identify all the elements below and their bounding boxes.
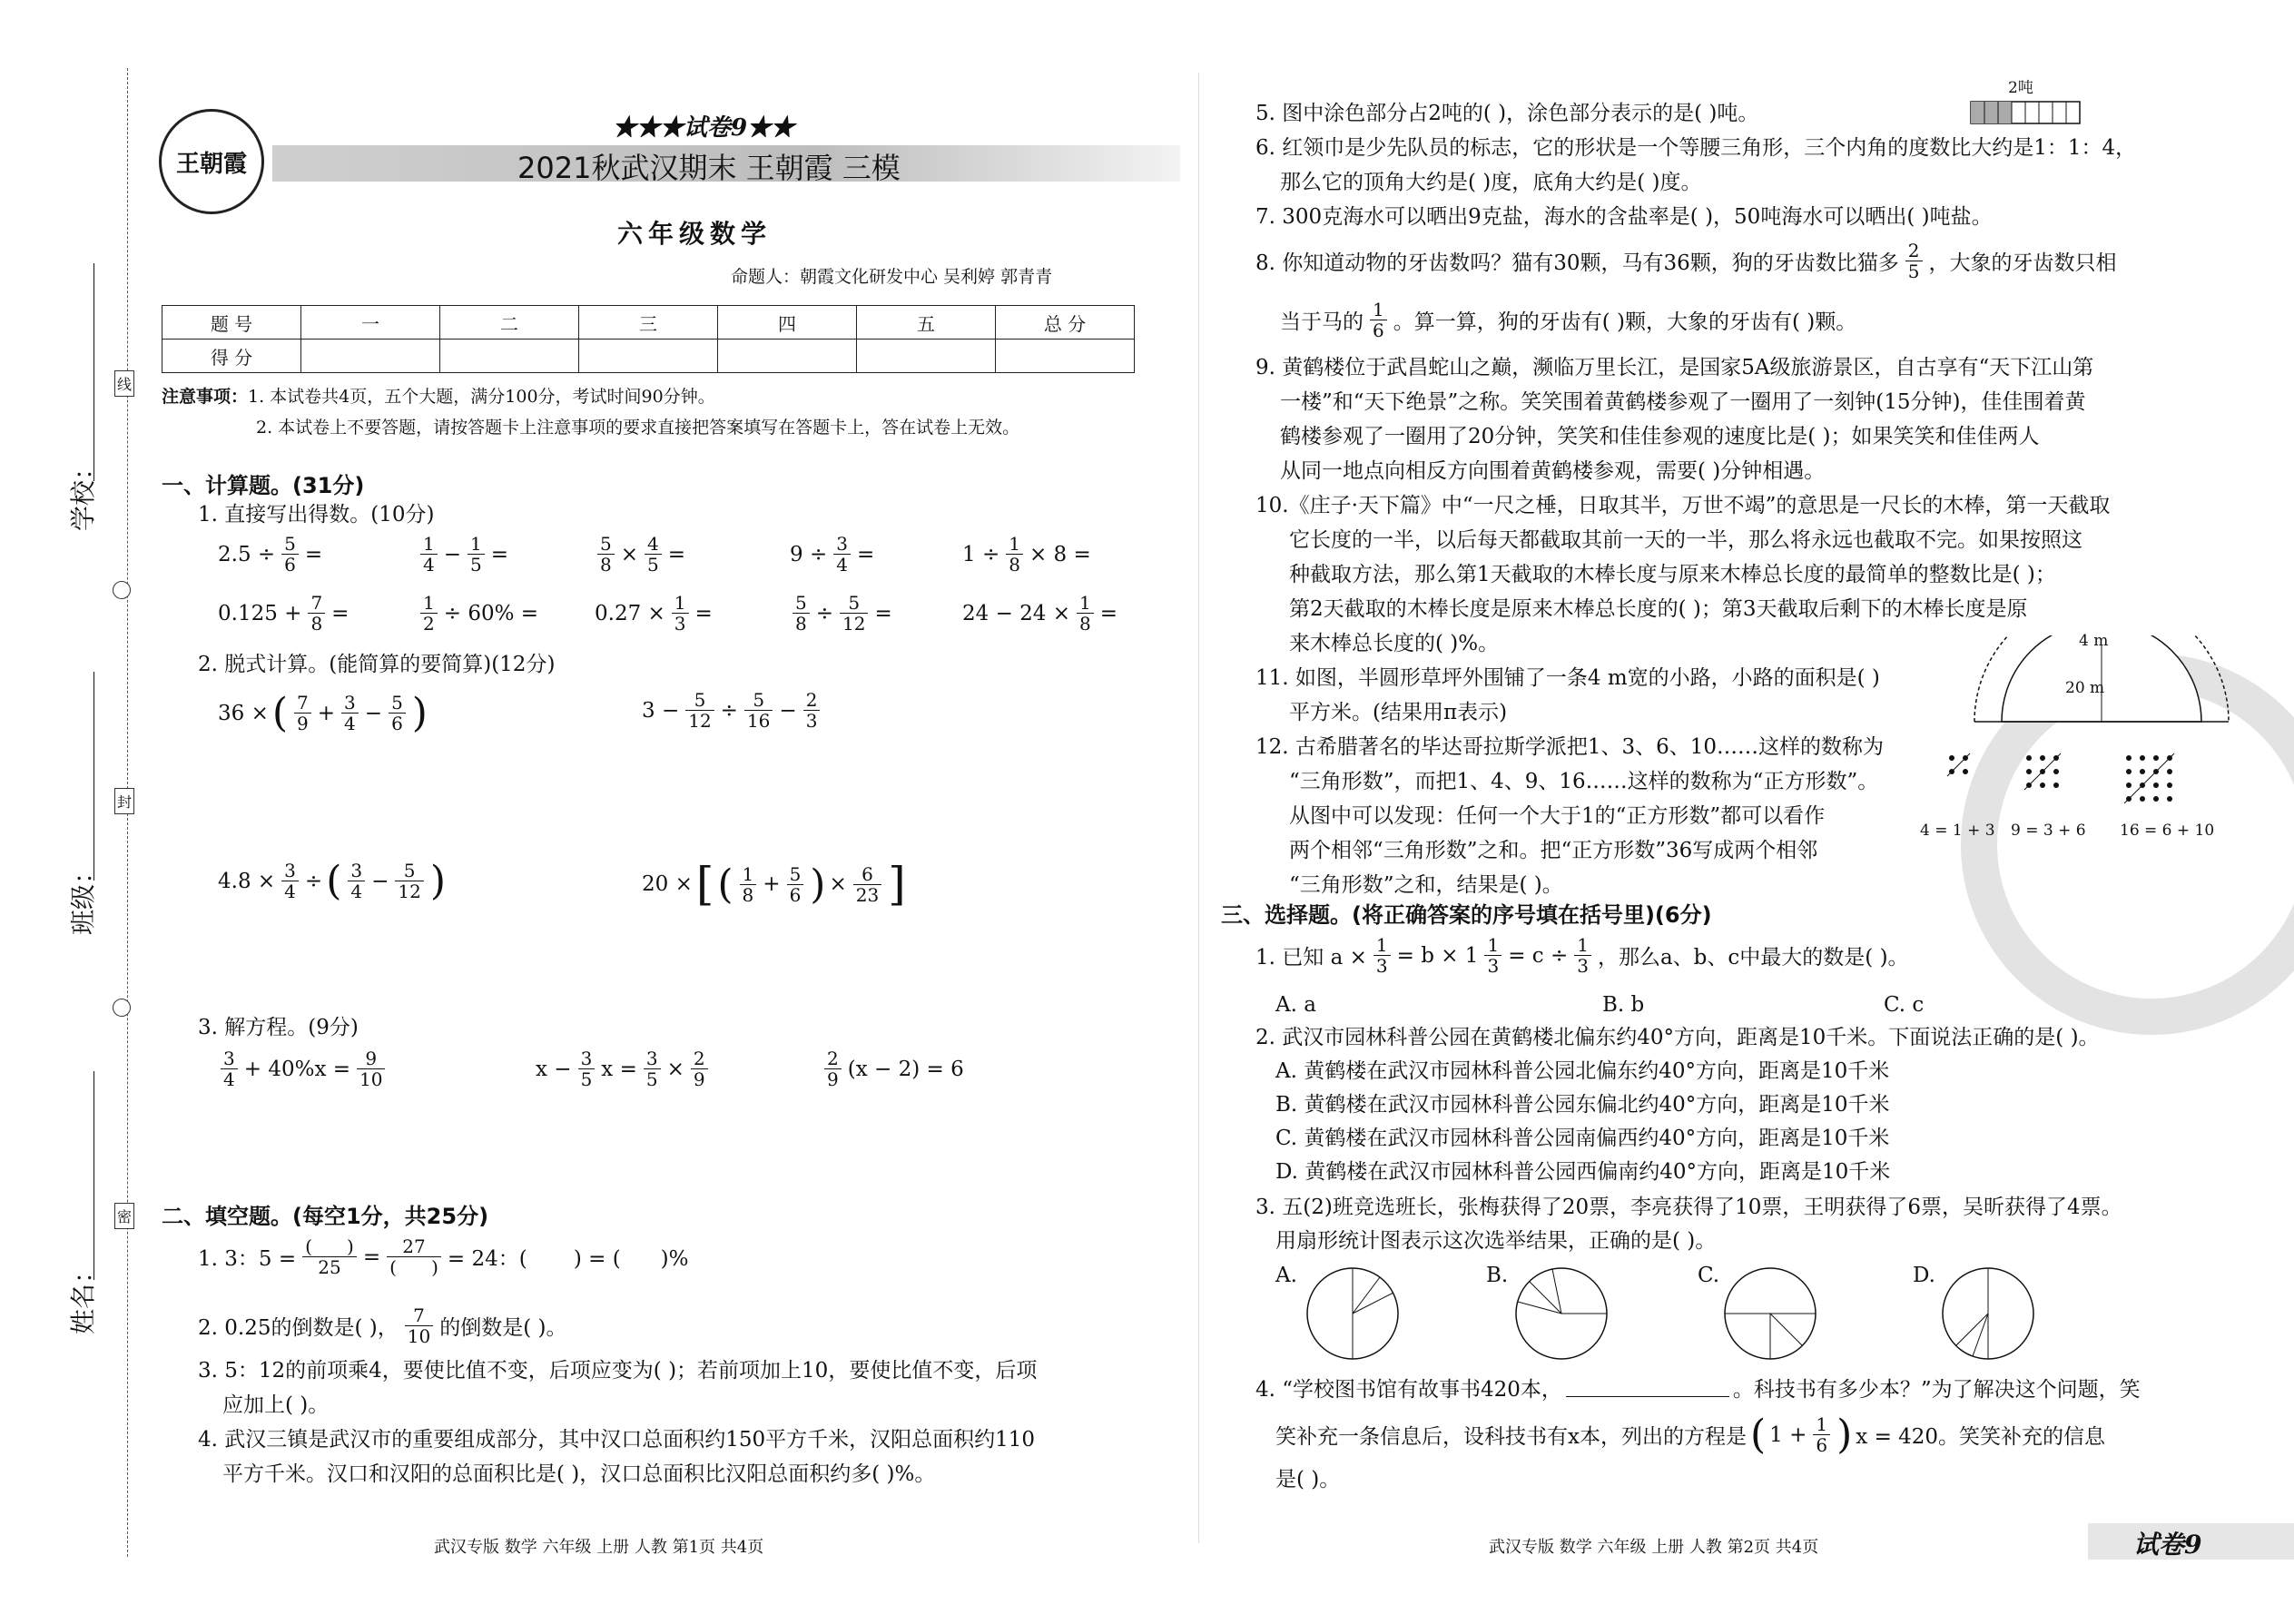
- option-b[interactable]: B. 黄鹤楼在武汉市园林科普公园东偏北约40°方向，距离是10千米: [1275, 1093, 1890, 1117]
- calc-item: 0.27 × $\frac{1}{3}$ =: [595, 592, 713, 635]
- score-label-cell: 得 分: [162, 340, 301, 373]
- authors: 命题人：朝霞文化研发中心 吴利婷 郭青青: [731, 267, 1053, 287]
- fill-item: 1. 3：5 = $\frac{( )}{25}$ = $\frac{27}{( )}$ = 24：( ) = ( )%: [198, 1235, 689, 1278]
- ton-bar-figure: [1970, 93, 2083, 127]
- fill-item: 来木棒总长度的( )%。: [1289, 632, 1500, 655]
- option-c[interactable]: C.: [1698, 1264, 1720, 1287]
- option-b[interactable]: B. b: [1602, 993, 1645, 1017]
- fill-text: 2. 0.25的倒数是( )，: [198, 1316, 399, 1340]
- name-field-label: 姓名：: [68, 1257, 98, 1334]
- fill-item: “三角形数”之和，结果是( )。: [1289, 873, 1563, 897]
- score-header-cell: 一: [301, 306, 440, 340]
- punch-hole-icon: [113, 999, 131, 1017]
- fill-item: 8. 你知道动物的牙齿数吗？猫有30颗，马有36颗，狗的牙齿数比猫多 $\frac{2}{5}$ ，大象的牙齿数只相: [1255, 240, 2117, 282]
- ton-bar-label: 2吨: [2008, 79, 2033, 97]
- choice-item: 笑补充一条信息后，设科技书有x本，列出的方程是 ( 1 + $\frac{1}{6}$ ) x = 420。笑笑补充的信息: [1275, 1412, 2106, 1458]
- school-field-label: 学校：: [68, 454, 98, 531]
- choice-item: 2. 武汉市园林科普公园在黄鹤楼北偏东约40°方向，距离是10千米。下面说法正确的是( )。: [1255, 1026, 2100, 1049]
- calc-item: 0.125 + $\frac{7}{8}$ =: [218, 592, 350, 635]
- option-c[interactable]: C. 黄鹤楼在武汉市园林科普公园南偏西约40°方向，距离是10千米: [1275, 1127, 1890, 1150]
- calc-item: $\frac{5}{8}$ ÷ $\frac{5}{12}$ =: [790, 593, 892, 634]
- fill-item: 4. 武汉三镇是武汉市的重要组成部分，其中汉口总面积约150平方千米，汉阳总面积约110: [198, 1428, 1036, 1452]
- exam-badge: ★★★试卷9★★: [613, 114, 795, 142]
- brand-logo: [159, 109, 264, 214]
- score-table: [162, 305, 1135, 373]
- score-input-cell[interactable]: [301, 340, 440, 373]
- choice-item: 用扇形统计图表示这次选举结果，正确的是( )。: [1275, 1229, 1717, 1253]
- fill-item: 当于马的 $\frac{1}{6}$ 。算一算，狗的牙齿有( )颗，大象的牙齿有( )颗。: [1280, 299, 1857, 341]
- option-d[interactable]: D.: [1913, 1264, 1935, 1287]
- option-d[interactable]: D. 黄鹤楼在武汉市园林科普公园西偏南约40°方向，距离是10千米: [1275, 1160, 1891, 1184]
- calc-item: 1 ÷ $\frac{1}{8}$ × 8 =: [962, 533, 1091, 576]
- score-header-cell: 三: [579, 306, 718, 340]
- fill-item: 鹤楼参观了一圈用了20分钟，笑笑和佳佳参观的速度比是( )；如果笑笑和佳佳两人: [1280, 425, 2040, 448]
- choice-item: [1255, 1373, 2141, 1403]
- option-a[interactable]: A. 黄鹤楼在武汉市园林科普公园北偏东约40°方向，距离是10千米: [1275, 1059, 1890, 1083]
- fill-item: “三角形数”，而把1、4、9、16……这样的数称为“正方形数”。: [1289, 770, 1879, 793]
- dot-pattern-figure: [1943, 749, 2215, 812]
- fill-text: 的倒数是( )。: [439, 1316, 567, 1340]
- choice-text: x = 420。笑笑补充的信息: [1856, 1425, 2106, 1449]
- choice-item: 是( )。: [1275, 1468, 1341, 1491]
- calc-item: 36 × ( $\frac{7}{9}$ + $\frac{3}{4}$ − $\frac{5}{6}$ ): [218, 690, 428, 736]
- fill-text: 8. 你知道动物的牙齿数吗？猫有30颗，马有36颗，狗的牙齿数比猫多: [1255, 251, 1899, 275]
- fill-item: 两个相邻“三角形数”之和。把“正方形数”36写成两个相邻: [1289, 839, 1818, 862]
- footer-tag: 试卷9: [2133, 1530, 2202, 1560]
- score-header-cell: 题 号: [162, 306, 301, 340]
- fill-item: 平方米。(结果用π表示): [1289, 701, 1508, 724]
- class-field-label: 班级：: [68, 858, 98, 935]
- option-b[interactable]: B.: [1486, 1264, 1509, 1287]
- choice-item: 1. 已知 a × $\frac{1}{3}$ = b × 1 $\frac{1}{3}$ = c ÷ $\frac{1}{3}$ ，那么a、b、c中最大的数是( )。: [1255, 934, 1909, 977]
- fill-item: 从同一地点向相反方向围着黄鹤楼参观，需要( )分钟相遇。: [1280, 459, 1826, 483]
- choice-item: 3. 五(2)班竞选班长，张梅获得了20票，李亮获得了10票，王明获得了6票，吴昕获得了4票。: [1255, 1196, 2122, 1219]
- radius-label: 20 m: [2065, 679, 2105, 697]
- fill-text: ，大象的牙齿数只相: [1928, 251, 2117, 275]
- equation-item: $\frac{3}{4}$ + 40%x = $\frac{9}{10}$: [218, 1048, 388, 1089]
- equation-item: x − $\frac{3}{5}$ x = $\frac{3}{5}$ × $\frac{2}{9}$: [536, 1048, 711, 1089]
- calc-item: 3 − $\frac{5}{12}$ ÷ $\frac{5}{16}$ − $\frac{2}{3}$: [642, 690, 822, 731]
- fill-item: 那么它的顶角大约是( )度，底角大约是( )度。: [1280, 171, 1702, 194]
- footer-left: 武汉专版 数学 六年级 上册 人教 第1页 共4页: [434, 1538, 764, 1557]
- footer-right: 武汉专版 数学 六年级 上册 人教 第2页 共4页: [1489, 1538, 1819, 1557]
- equation-item: $\frac{2}{9}$ (x − 2) = 6: [822, 1048, 964, 1089]
- section3-title: 三、选择题。(将正确答案的序号填在括号里)(6分): [1221, 902, 1712, 928]
- score-input-cell[interactable]: [996, 340, 1135, 373]
- seal-mark-secret: 密: [114, 1203, 134, 1229]
- page-divider: [1198, 73, 1199, 1543]
- score-header-cell: 总 分: [996, 306, 1135, 340]
- pie-option-a: [1303, 1264, 1403, 1363]
- punch-hole-icon: [113, 581, 131, 599]
- calc-item: $\frac{1}{2}$ ÷ 60% =: [418, 593, 538, 634]
- score-input-cell[interactable]: [440, 340, 579, 373]
- fill-item: 7. 300克海水可以晒出9克盐，海水的含盐率是( )，50吨海水可以晒出( )吨盐。: [1255, 205, 1993, 229]
- fill-item: 应加上( )。: [222, 1393, 330, 1417]
- pie-option-c: [1720, 1264, 1820, 1363]
- notes-line1: [162, 383, 715, 408]
- score-header-cell: 五: [857, 306, 996, 340]
- option-a[interactable]: A. a: [1275, 993, 1316, 1017]
- calc-item: $\frac{5}{8}$ × $\frac{4}{5}$ =: [595, 534, 685, 575]
- notes-label: 注意事项：: [162, 387, 249, 407]
- dot-eq3: 16 = 6 + 10: [2120, 822, 2215, 840]
- choice-text: ，那么a、b、c中最大的数是( )。: [1597, 946, 1909, 969]
- fill-item: 5. 图中涂色部分占2吨的( )，涂色部分表示的是( )吨。: [1255, 102, 1759, 125]
- fill-item: 10.《庄子·天下篇》中“一尺之棰，日取其半，万世不竭”的意思是一尺长的木棒，第一天截取: [1255, 494, 2111, 517]
- fill-item: 3. 5：12的前项乘4，要使比值不变，后项应变为( )；若前项加上10，要使比值不变，后项: [198, 1359, 1038, 1383]
- calc-item: 9 ÷ $\frac{3}{4}$ =: [790, 533, 875, 576]
- section1-title: 一、计算题。(31分): [162, 473, 365, 498]
- choice-text: 笑补充一条信息后，设科技书有x本，列出的方程是: [1275, 1425, 1747, 1449]
- section2-title: 二、填空题。(每空1分，共25分): [162, 1204, 489, 1229]
- fill-item: 12. 古希腊著名的毕达哥拉斯学派把1、3、6、10……这样的数称为: [1255, 735, 1885, 759]
- fill-item: 2. 0.25的倒数是( )， $\frac{7}{10}$ 的倒数是( )。: [198, 1304, 567, 1347]
- notes-line2: 2. 本试卷上不要答题，请按答题卡上注意事项的要求直接把答案填写在答题卡上，答在试卷上无效。: [256, 418, 1020, 438]
- subject-title: 六年级数学: [617, 219, 773, 249]
- option-a[interactable]: A.: [1275, 1264, 1297, 1287]
- section1-part1: 1. 直接写出得数。(10分): [198, 503, 435, 527]
- dot-eq2: 9 = 3 + 6: [2011, 822, 2086, 840]
- fill-item: 11. 如图，半圆形草坪外围铺了一条4 m宽的小路，小路的面积是( ): [1255, 666, 1880, 690]
- answer-blank[interactable]: [1566, 1378, 1729, 1397]
- pie-option-b: [1511, 1264, 1611, 1363]
- path-width-label: 4 m: [2079, 632, 2109, 650]
- notes-text: 1. 本试卷共4页，五个大题，满分100分，考试时间90分钟。: [248, 387, 715, 407]
- calc-item: $\frac{1}{4}$ − $\frac{1}{5}$ =: [418, 534, 508, 575]
- fill-item: 种截取方法，那么第1天截取的木棒长度与原来木棒总长度的最简单的整数比是( )；: [1289, 563, 2056, 586]
- dot-eq1: 4 = 1 + 3: [1920, 822, 1995, 840]
- calc-item: 24 − 24 × $\frac{1}{8}$ =: [962, 592, 1118, 635]
- fill-item: 一楼”和“天下绝景”之称。笑笑围着黄鹤楼参观了一圈用了一刻钟(15分钟)，佳佳围着黄: [1280, 390, 2086, 414]
- fill-item: 从图中可以发现：任何一个大于1的“正方形数”都可以看作: [1289, 804, 1826, 828]
- score-header-cell: 二: [440, 306, 579, 340]
- section1-part3: 3. 解方程。(9分): [198, 1016, 359, 1039]
- score-input-cell[interactable]: [857, 340, 996, 373]
- fill-item: 它长度的一半，以后每天都截取其前一天的一半，那么将永远也截取不完。如果按照这: [1289, 528, 2082, 552]
- score-input-cell[interactable]: [579, 340, 718, 373]
- section1-part2: 2. 脱式计算。(能简算的要简算)(12分): [198, 653, 556, 676]
- exam-title: 2021秋武汉期末 王朝霞 三模: [517, 151, 901, 185]
- calc-item: 4.8 × $\frac{3}{4}$ ÷ ( $\frac{3}{4}$ − $\frac{5}{12}$ ): [218, 858, 446, 904]
- choice-text: 4. “学校图书馆有故事书420本，: [1255, 1378, 1562, 1402]
- logo-text: 王朝霞: [175, 150, 247, 178]
- score-header-cell: 四: [718, 306, 857, 340]
- seal-mark-seal: 封: [114, 788, 134, 814]
- choice-text: 。科技书有多少本？”为了解决这个问题，笑: [1732, 1378, 2141, 1402]
- fill-text: 当于马的: [1280, 310, 1364, 334]
- seal-mark-line: 线: [114, 370, 134, 397]
- fill-item: 9. 黄鹤楼位于武昌蛇山之巅，濒临万里长江，是国家5A级旅游景区，自古享有“天下江山第: [1255, 356, 2094, 379]
- calc-item: 2.5 ÷ $\frac{5}{6}$ =: [218, 533, 323, 576]
- fill-text: 。算一算，狗的牙齿有( )颗，大象的牙齿有( )颗。: [1393, 310, 1857, 334]
- option-c[interactable]: C. c: [1884, 993, 1925, 1017]
- fill-item: 平方千米。汉口和汉阳的总面积比是( )，汉口总面积比汉阳总面积约多( )%。: [222, 1462, 936, 1486]
- fill-item: 第2天截取的木棒长度是原来木棒总长度的( )；第3天截取后剩下的木棒长度是原: [1289, 597, 2028, 621]
- fill-item: 6. 红领巾是少先队员的标志，它的形状是一个等腰三角形，三个内角的度数比大约是1：1：4，: [1255, 136, 2137, 160]
- score-input-cell[interactable]: [718, 340, 857, 373]
- pie-option-d: [1938, 1264, 2038, 1363]
- calc-item: 20 × [ ( $\frac{1}{8}$ + $\frac{5}{6}$ ) × $\frac{6}{23}$ ]: [642, 858, 906, 910]
